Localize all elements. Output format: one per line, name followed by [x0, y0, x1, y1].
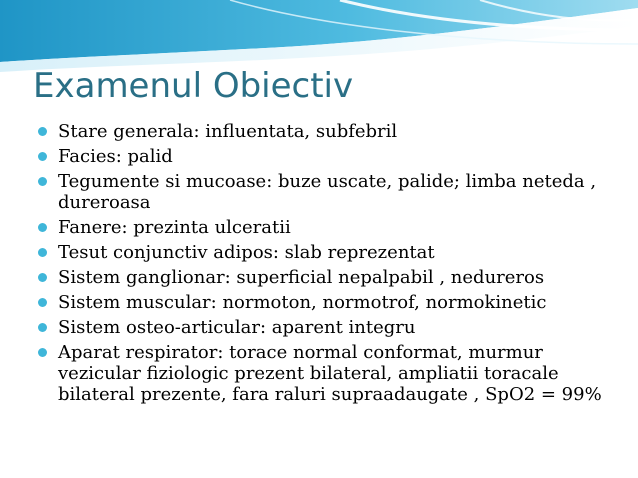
list-item [36, 121, 616, 142]
list-item [36, 217, 616, 238]
bullet-icon [38, 223, 47, 232]
list-item-text: Sistem muscular: normoton, normotrof, normokinetic [58, 292, 547, 313]
bullet-icon [38, 248, 47, 257]
list-item-text: Tegumente si mucoase: buze uscate, palide; limba neteda , dureroasa [58, 171, 597, 213]
list-item [36, 292, 616, 313]
list-item [36, 242, 616, 263]
list-item [36, 317, 616, 338]
list-item-text: Sistem osteo-articular: aparent integru [58, 317, 416, 338]
bullet-icon [38, 323, 47, 332]
bullet-icon [38, 273, 47, 282]
list-item [36, 342, 616, 405]
list-item-text: Stare generala: influentata, subfebril [58, 121, 398, 142]
list-item [36, 267, 616, 288]
bullet-list [36, 121, 616, 409]
list-item [36, 146, 616, 167]
list-item [36, 171, 616, 213]
bullet-icon [38, 152, 47, 161]
bullet-icon [38, 177, 47, 186]
bullet-icon [38, 348, 47, 357]
slide-title: Examenul Obiectiv [33, 66, 354, 106]
list-item-text: Fanere: prezinta ulceratii [58, 217, 291, 238]
list-item-text: Sistem ganglionar: superficial nepalpabil , nedureros [58, 267, 545, 288]
list-item-text: Aparat respirator: torace normal conformat, murmur vezicular fiziologic prezent bilateral, ampliatii toracale bilateral prezente, fara raluri supraadaugate , SpO2 = 99% [58, 342, 602, 405]
bullet-icon [38, 127, 47, 136]
list-item-text: Facies: palid [58, 146, 173, 167]
list-item-text: Tesut conjunctiv adipos: slab reprezentat [58, 242, 435, 263]
bullet-icon [38, 298, 47, 307]
